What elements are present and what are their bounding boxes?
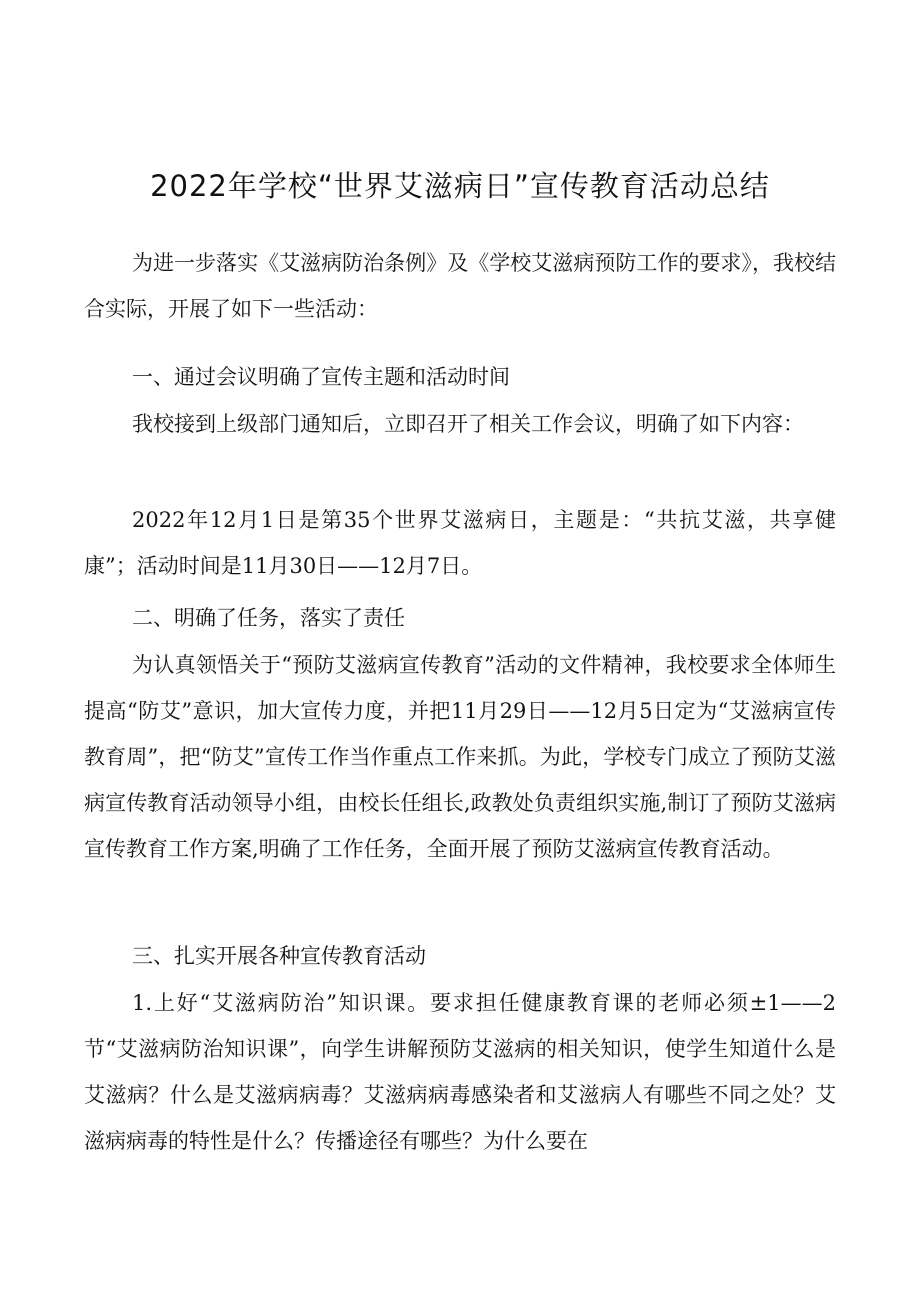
intro-paragraph: 为进一步落实《艾滋病防治条例》及《学校艾滋病预防工作的要求》，我校结合实际，开展了如下一些活动：: [84, 251, 836, 321]
section-heading-2: 二、明确了任务，落实了责任: [132, 606, 405, 630]
section-1-paragraph-1: 我校接到上级部门通知后，立即召开了相关工作会议，明确了如下内容：: [132, 412, 804, 436]
section-heading-1: 一、通过会议明确了宣传主题和活动时间: [132, 365, 510, 389]
section-heading-3: 三、扎实开展各种宣传教育活动: [132, 944, 426, 968]
document-title: 2022年学校“世界艾滋病日”宣传教育活动总结: [150, 169, 770, 203]
section-3-paragraph-1: 1.上好“艾滋病防治”知识课。要求担任健康教育课的老师必须±1——2节“艾滋病防治知识课”，向学生讲解预防艾滋病的相关知识，使学生知道什么是艾滋病？什么是艾滋病病毒？艾滋病病毒感染者和艾滋病人有哪些不同之处？艾滋病病毒的特性是什么？传播途径有哪些？为什么要在: [84, 991, 836, 1153]
section-2-paragraph-1: 为认真领悟关于“预防艾滋病宣传教育”活动的文件精神，我校要求全体师生提高“防艾”意识，加大宣传力度，并把11月29日——12月5日定为“艾滋病宣传教育周”，把“防艾”宣传工作当作重点工作来抓。为此，学校专门成立了预防艾滋病宣传教育活动领导小组，由校长任组长,政教处负责组织实施,制订了预防艾滋病宣传教育工作方案,明确了工作任务，全面开展了预防艾滋病宣传教育活动。: [84, 653, 836, 861]
section-1-paragraph-2: 2022年12月1日是第35个世界艾滋病日，主题是：“共抗艾滋，共享健康”；活动时间是11月30日——12月7日。: [84, 508, 836, 578]
